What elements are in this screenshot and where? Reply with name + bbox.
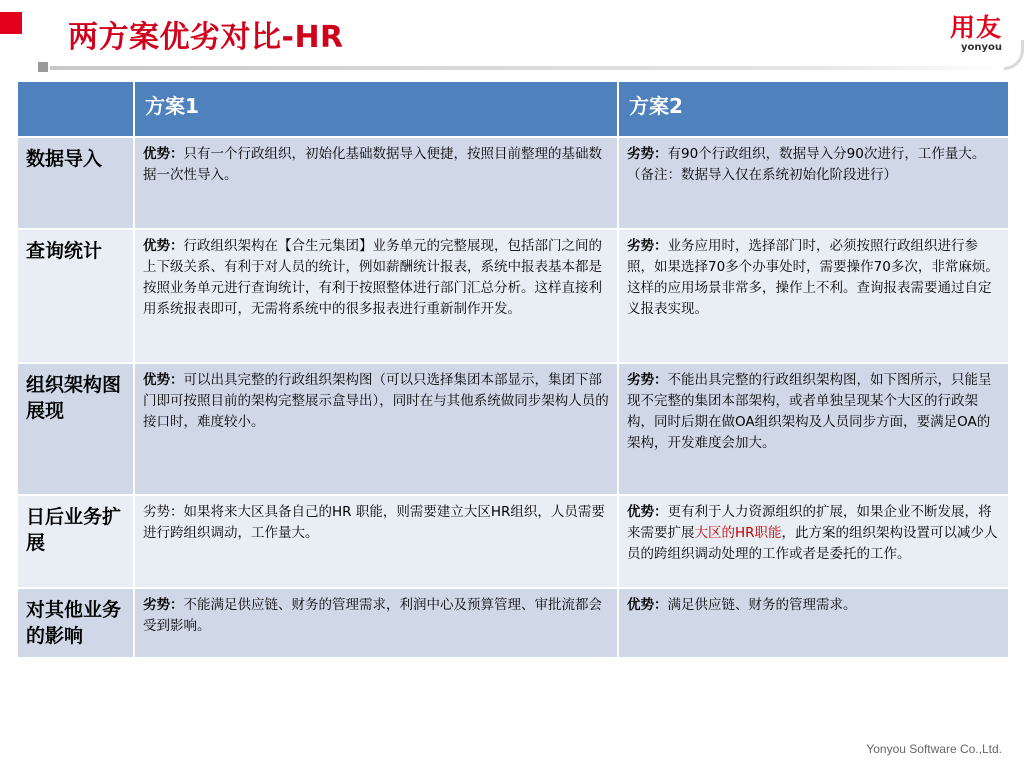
table-header-row: [17, 81, 1009, 137]
header-cell-plan2: 方案2: [618, 81, 1009, 137]
advantage-tag: 优势：: [143, 238, 184, 254]
plan1-text: 行政组织架构在【合生元集团】业务单元的完整展现，包括部门之间的上下级关系、有利于对人员的统计，例如薪酬统计报表，系统中报表基本都是按照业务单元进行查询统计，有利于按照整体进行部门汇总分析。这样直接利用系统报表即可，无需将系统中的很多报表进行重新制作开发。: [143, 238, 602, 317]
comparison-table: [16, 80, 1010, 659]
row-label: 查询统计: [17, 229, 134, 363]
table-row: [17, 588, 1009, 658]
footer-company: Yonyou Software Co.,Ltd.: [866, 742, 1002, 756]
plan2-cell: [618, 363, 1009, 495]
disadvantage-tag: 劣势：: [627, 146, 668, 162]
plan1-cell: [134, 229, 618, 363]
disadvantage-tag: 劣势：: [627, 372, 668, 388]
logo-en-text: yonyou: [960, 42, 1002, 53]
plan2-cell: [618, 137, 1009, 229]
title-bullet-square: [38, 62, 48, 72]
table-row: [17, 137, 1009, 229]
disadvantage-tag: 劣势：: [627, 238, 668, 254]
plan2-text: 满足供应链、财务的管理需求。: [667, 597, 857, 613]
plan1-text: 劣势：如果将来大区具备自己的HR 职能，则需要建立大区HR组织，人员需要进行跨组织调动，工作量大。: [143, 504, 605, 541]
advantage-tag: 优势：: [627, 597, 668, 613]
logo-cn-text: 用友: [949, 13, 1002, 42]
title-divider: [50, 66, 1010, 70]
row-label: 数据导入: [17, 137, 134, 229]
header-cell-plan1: 方案1: [134, 81, 618, 137]
plan2-text: 业务应用时，选择部门时，必须按照行政组织进行参照，如果选择70多个办事处时，需要操作70多次，非常麻烦。这样的应用场景非常多，操作上不利。查询报表需要通过自定义报表实现。: [627, 238, 999, 317]
plan1-text: 不能满足供应链、财务的管理需求，利润中心及预算管理、审批流都会受到影响。: [143, 597, 602, 634]
table-row: [17, 495, 1009, 588]
plan2-text: 有90个行政组织，数据导入分90次进行，工作量大。（备注：数据导入仅在系统初始化阶段进行）: [627, 146, 986, 183]
header-cell-empty: [17, 81, 134, 137]
yonyou-logo: [950, 14, 1002, 54]
plan2-cell: [618, 588, 1009, 658]
advantage-tag: 优势：: [627, 504, 668, 520]
plan2-cell: [618, 229, 1009, 363]
plan1-cell: [134, 363, 618, 495]
row-label: 组织架构图展现: [17, 363, 134, 495]
plan1-text: 只有一个行政组织，初始化基础数据导入便捷，按照目前整理的基础数据一次性导入。: [143, 146, 602, 183]
table-row: [17, 363, 1009, 495]
page-title: 两方案优劣对比-HR: [68, 20, 344, 55]
title-divider-curve: [1004, 40, 1024, 70]
disadvantage-tag: 劣势：: [143, 597, 184, 613]
table-row: [17, 229, 1009, 363]
plan2-cell: [618, 495, 1009, 588]
plan2-text-highlight: 大区的HR职能: [694, 525, 782, 541]
plan1-cell: [134, 588, 618, 658]
advantage-tag: 优势：: [143, 146, 184, 162]
plan1-text: 可以出具完整的行政组织架构图（可以只选择集团本部显示，集团下部门即可按照目前的架构完整展示盒导出），同时在与其他系统做同步架构人员的接口时，难度较小。: [143, 372, 609, 430]
plan2-text-part-a: 更有利于人力资源组织的扩展，如果企业不断发展，将来需要扩展: [627, 504, 992, 541]
plan1-cell: [134, 137, 618, 229]
row-label: 日后业务扩展: [17, 495, 134, 588]
corner-red-square: [0, 12, 22, 34]
plan2-text: 不能出具完整的行政组织架构图，如下图所示，只能呈现不完整的集团本部架构，或者单独呈现某个大区的行政架构，同时后期在做OA组织架构及人员同步方面，要满足OA的架构，开发难度会加大。: [627, 372, 992, 451]
row-label: 对其他业务的影响: [17, 588, 134, 658]
plan2-text-part-b: ，此方案的组织架构设置可以减少人员的跨组织调动处理的工作或者是委托的工作。: [627, 525, 998, 562]
advantage-tag: 优势：: [143, 372, 184, 388]
plan1-cell: [134, 495, 618, 588]
